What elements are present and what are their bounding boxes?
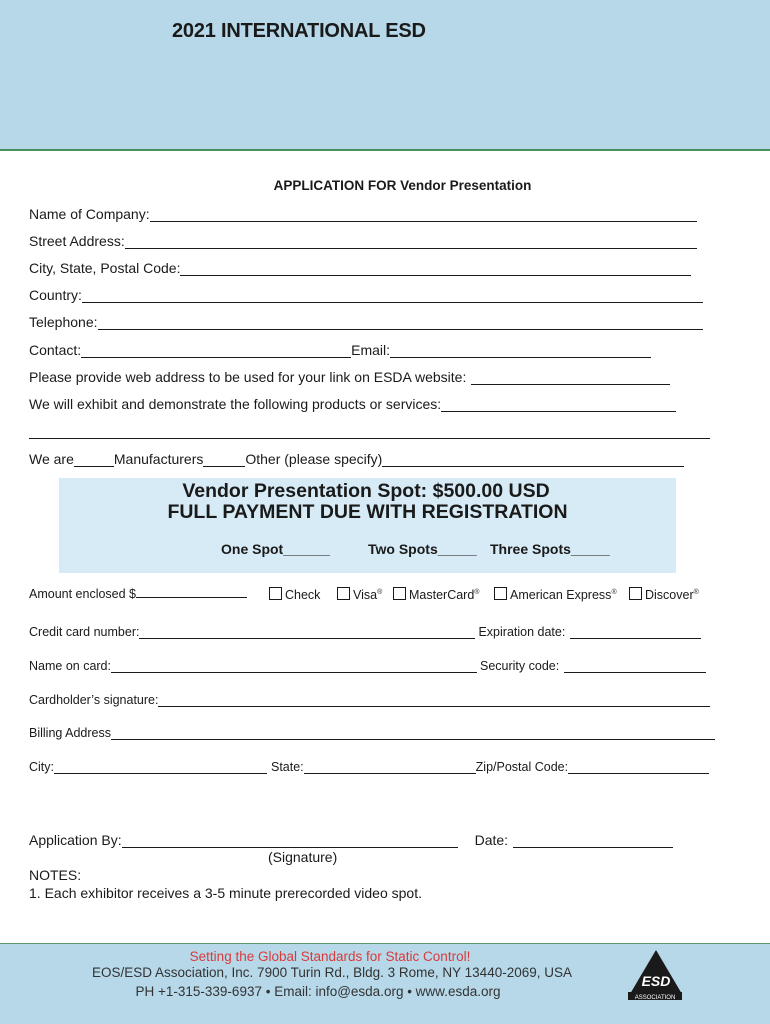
cardholder-signature-label: Cardholder’s signature:	[29, 693, 159, 707]
vendor-price-title: Vendor Presentation Spot: $500.00 USD	[182, 480, 550, 502]
logo-subtext: ASSOCIATION	[634, 995, 676, 1001]
web-label: Please provide web address to be used for your link on ESDA website:	[29, 369, 467, 385]
discover-label: Discover	[645, 588, 694, 602]
expiration-label: Expiration date:	[478, 625, 566, 639]
telephone-field[interactable]	[98, 315, 703, 330]
exhibit-field-2[interactable]	[29, 424, 710, 439]
check-checkbox[interactable]	[269, 587, 282, 600]
billing-city-row	[29, 754, 709, 774]
country-label: Country:	[29, 287, 82, 303]
city-state-row	[29, 256, 691, 276]
discover-option[interactable]	[629, 587, 699, 602]
visa-reg-mark: ®	[377, 588, 383, 596]
discover-reg-mark: ®	[693, 588, 699, 596]
billing-zip-field[interactable]	[568, 759, 709, 774]
other-blank[interactable]	[203, 452, 245, 467]
name-on-card-field[interactable]	[111, 658, 477, 673]
amex-reg-mark: ®	[611, 588, 617, 596]
card-number-label: Credit card number:	[29, 625, 140, 639]
notes-section	[29, 866, 422, 902]
amex-label: American Express	[510, 588, 612, 602]
billing-address-label: Billing Address	[29, 726, 111, 740]
email-field[interactable]	[390, 343, 651, 358]
footer-contact: PH +1-315-339-6937 • Email: info@esda.org • www.esda.org	[135, 984, 501, 999]
amount-row	[29, 587, 247, 601]
amex-option[interactable]	[494, 587, 617, 602]
discover-checkbox[interactable]	[629, 587, 642, 600]
three-spots-option[interactable]: Three Spots_____	[490, 541, 610, 557]
date-label: Date:	[474, 832, 509, 848]
amount-label: Amount enclosed $	[29, 587, 137, 601]
billing-city-field[interactable]	[54, 759, 267, 774]
security-code-field[interactable]	[564, 658, 706, 673]
application-by-field[interactable]	[122, 833, 458, 848]
billing-address-row	[29, 720, 715, 740]
other-field[interactable]	[382, 452, 684, 467]
visa-option[interactable]	[337, 587, 382, 602]
esd-association-logo-icon	[626, 948, 686, 1002]
visa-checkbox[interactable]	[337, 587, 350, 600]
footer-address: EOS/ESD Association, Inc. 7900 Turin Rd., Bldg. 3 Rome, NY 13440-2069, USA	[91, 965, 572, 980]
amex-checkbox[interactable]	[494, 587, 507, 600]
one-spot-option[interactable]: One Spot______	[221, 541, 330, 557]
form-title: APPLICATION FOR Vendor Presentation	[273, 178, 532, 193]
contact-field[interactable]	[81, 343, 351, 358]
signature-caption: (Signature)	[268, 849, 338, 865]
notes-heading: NOTES:	[29, 867, 82, 883]
city-state-label: City, State, Postal Code:	[29, 260, 181, 276]
logo-text: ESD	[641, 973, 671, 989]
email-label: Email:	[351, 342, 391, 358]
billing-zip-label: Zip/Postal Code:	[475, 760, 569, 774]
check-option[interactable]	[269, 587, 320, 602]
card-number-row	[29, 619, 701, 639]
street-row	[29, 229, 697, 249]
country-row	[29, 283, 703, 303]
visa-label: Visa	[353, 588, 378, 602]
web-row	[29, 365, 670, 385]
web-field[interactable]	[471, 370, 670, 385]
we-are-label: We are	[29, 451, 74, 467]
application-by-row	[29, 828, 673, 848]
mastercard-reg-mark: ®	[474, 588, 480, 596]
manufacturers-blank[interactable]	[74, 452, 114, 467]
application-by-label: Application By:	[29, 832, 122, 848]
street-field[interactable]	[125, 234, 697, 249]
mastercard-label: MasterCard	[409, 588, 475, 602]
name-on-card-row	[29, 653, 706, 673]
contact-label: Contact:	[29, 342, 82, 358]
security-code-label: Security code:	[479, 659, 560, 673]
exhibit-label: We will exhibit and demonstrate the following products or services:	[29, 396, 442, 412]
mastercard-checkbox[interactable]	[393, 587, 406, 600]
card-number-field[interactable]	[139, 624, 475, 639]
name-on-card-label: Name on card:	[29, 659, 111, 673]
city-state-field[interactable]	[180, 261, 691, 276]
billing-state-field[interactable]	[304, 759, 476, 774]
payment-due-title: FULL PAYMENT DUE WITH REGISTRATION	[167, 501, 568, 523]
telephone-label: Telephone:	[29, 314, 98, 330]
footer-tagline: Setting the Global Standards for Static Control!	[189, 949, 471, 964]
cardholder-signature-row	[29, 687, 710, 707]
two-spots-option[interactable]: Two Spots_____	[368, 541, 477, 557]
billing-address-field[interactable]	[111, 725, 715, 740]
exhibit-row	[29, 392, 676, 412]
we-are-row	[29, 447, 684, 467]
check-label: Check	[285, 588, 321, 602]
street-label: Street Address:	[29, 233, 125, 249]
mastercard-option[interactable]	[393, 587, 479, 602]
contact-row	[29, 338, 651, 358]
billing-state-label: State:	[271, 760, 304, 774]
date-field[interactable]	[513, 833, 673, 848]
header-divider	[0, 149, 770, 151]
notes-item-1: 1. Each exhibitor receives a 3-5 minute prerecorded video spot.	[29, 885, 422, 901]
telephone-row	[29, 310, 703, 330]
amount-field[interactable]	[136, 587, 247, 598]
vendor-presentation-box	[59, 478, 676, 573]
billing-city-label: City:	[29, 760, 54, 774]
company-row	[29, 202, 697, 222]
exhibit-row-2	[29, 419, 710, 439]
company-field[interactable]	[150, 207, 697, 222]
country-field[interactable]	[82, 288, 703, 303]
other-label: Other (please specify)	[245, 451, 383, 467]
exhibit-field[interactable]	[441, 397, 676, 412]
page-title: 2021 INTERNATIONAL ESD	[172, 20, 426, 42]
expiration-field[interactable]	[570, 624, 701, 639]
manufacturers-label: Manufacturers	[113, 451, 204, 467]
company-label: Name of Company:	[29, 206, 150, 222]
cardholder-signature-field[interactable]	[158, 692, 710, 707]
